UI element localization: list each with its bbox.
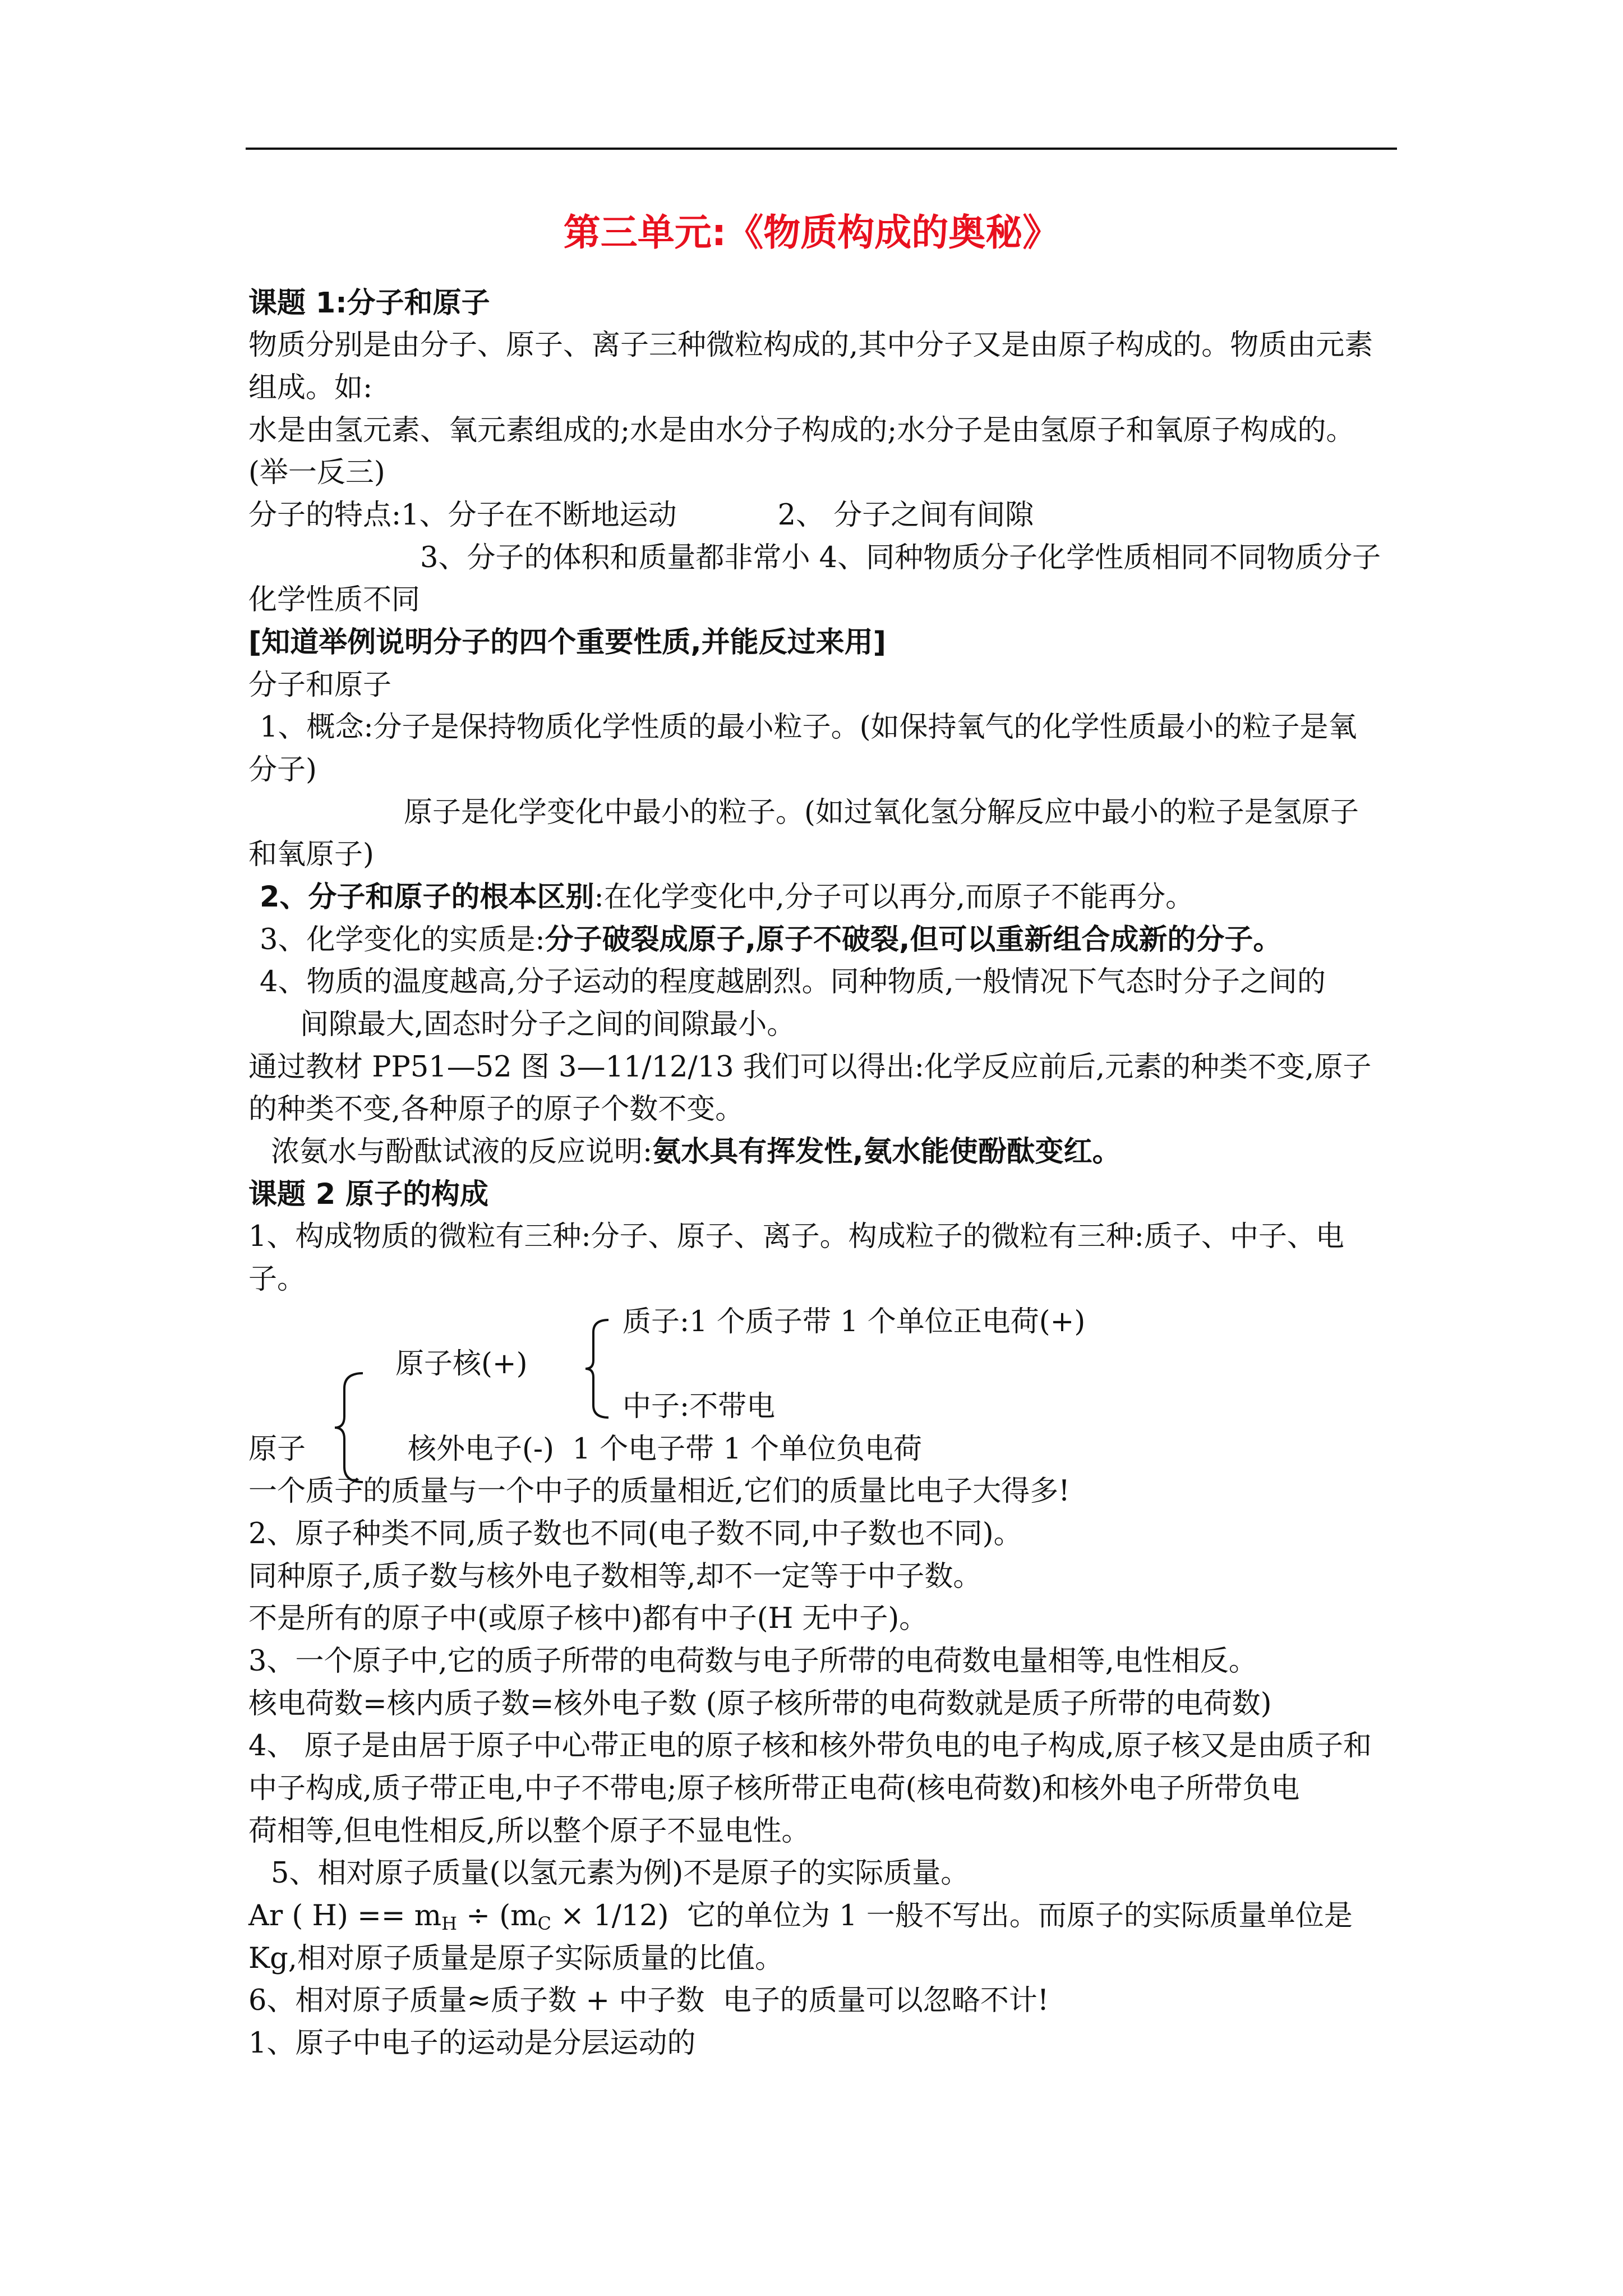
- page-title: 第三单元:《物质构成的奥秘》: [563, 211, 1060, 254]
- paragraph-line: 1、构成物质的微粒有三种:分子、原子、离子。构成粒子的微粒有三种:质子、中子、电: [248, 1220, 1344, 1253]
- header-rule: [246, 148, 1397, 150]
- paragraph-line: 子。: [248, 1263, 306, 1296]
- formula-part-3: × 1/12) 它的单位为 1 一般不写出。而原子的实际质量单位是: [551, 1899, 1353, 1932]
- paragraph-line: 2、原子种类不同,质子数也不同(电子数不同,中子数也不同)。: [248, 1517, 1022, 1550]
- formula-part-2: ÷ (m: [457, 1899, 538, 1932]
- nucleus-label: 原子核(+): [395, 1347, 528, 1381]
- neutron-label: 中子:不带电: [623, 1390, 776, 1423]
- paragraph-line: 不是所有的原子中(或原子核中)都有中子(H 无中子)。: [248, 1602, 928, 1635]
- paragraph-line: 荷相等,但电性相反,所以整个原子不显电性。: [248, 1815, 810, 1848]
- atom-brace: [332, 1372, 366, 1484]
- relative-mass-formula: [248, 1898, 1353, 1942]
- note-bold: [知道举例说明分子的四个重要性质,并能反过来用]: [248, 626, 886, 659]
- essence-bold: 分子破裂成原子,原子不破裂,但可以重新组合成新的分子。: [545, 923, 1282, 956]
- paragraph-line: 6、相对原子质量≈质子数 + 中子数 电子的质量可以忽略不计!: [248, 1984, 1049, 2017]
- subscript-c: C: [537, 1913, 551, 1934]
- ammonia-bold: 氨水具有挥发性,氨水能使酚酞变红。: [652, 1135, 1121, 1168]
- paragraph-line: 水是由氢元素、氧元素组成的;水是由水分子构成的;水分子是由氢原子和氧原子构成的。: [248, 414, 1355, 447]
- essence-text: 3、化学变化的实质是:: [260, 923, 545, 956]
- paragraph-line: Kg,相对原子质量是原子实际质量的比值。: [248, 1942, 783, 1975]
- paragraph-line: 通过教材 PP51—52 图 3—11/12/13 我们可以得出:化学反应前后,元素的种类不变,原子: [248, 1051, 1372, 1084]
- molecule-traits-line: [248, 497, 1034, 534]
- paragraph-line: 间隙最大,固态时分子之间的间隙最小。: [300, 1008, 796, 1041]
- paragraph-line: 组成。如:: [248, 371, 373, 404]
- paragraph-line: 1、原子中电子的运动是分层运动的: [248, 2027, 696, 2060]
- distinction-text: :在化学变化中,分子可以再分,而原子不能再分。: [594, 881, 1195, 914]
- paragraph-line: 一个质子的质量与一个中子的质量相近,它们的质量比电子大得多!: [248, 1475, 1070, 1508]
- ammonia-text: 浓氨水与酚酞试液的反应说明:: [271, 1135, 653, 1168]
- paragraph-line: 原子是化学变化中最小的粒子。(如过氧化氢分解反应中最小的粒子是氢原子: [404, 796, 1359, 829]
- paragraph-line: 化学性质不同: [248, 583, 421, 616]
- paragraph-line: 同种原子,质子数与核外电子数相等,却不一定等于中子数。: [248, 1560, 982, 1593]
- paragraph-line: 4、 原子是由居于原子中心带正电的原子核和核外带负电的电子构成,原子核又是由质子和: [248, 1729, 1372, 1763]
- paragraph-line: 分子和原子: [248, 669, 392, 702]
- paragraph-line: (举一反三): [248, 456, 385, 489]
- subscript-h: H: [441, 1913, 458, 1934]
- proton-label: 质子:1 个质子带 1 个单位正电荷(+): [623, 1305, 1086, 1338]
- paragraph-line: 的种类不变,各种原子的原子个数不变。: [248, 1093, 744, 1126]
- paragraph-line: 3、分子的体积和质量都非常小 4、同种物质分子化学性质相同不同物质分子: [420, 541, 1381, 574]
- nucleus-brace: [583, 1318, 611, 1419]
- electron-label: 核外电子(-) 1 个电子带 1 个单位负电荷: [408, 1433, 922, 1466]
- essence-line: [260, 922, 1281, 959]
- ammonia-line: [271, 1134, 1121, 1171]
- trait-1: 分子的特点:1、分子在不断地运动: [248, 499, 677, 532]
- distinction-line: [260, 879, 1194, 916]
- paragraph-line: 3、一个原子中,它的质子所带的电荷数与电子所带的电荷数电量相等,电性相反。: [248, 1645, 1257, 1678]
- paragraph-line: 4、物质的温度越高,分子运动的程度越剧烈。同种物质,一般情况下气态时分子之间的: [260, 965, 1326, 999]
- paragraph-line: 和氧原子): [248, 838, 374, 871]
- paragraph-line: 分子): [248, 753, 317, 786]
- atom-label: 原子: [248, 1433, 306, 1466]
- distinction-bold: 2、分子和原子的根本区别: [260, 881, 594, 914]
- paragraph-line: 中子构成,质子带正电,中子不带电;原子核所带正电荷(核电荷数)和核外电子所带负电: [248, 1772, 1300, 1805]
- section-heading-1: 课题 1:分子和原子: [248, 287, 490, 320]
- paragraph-line: 1、概念:分子是保持物质化学性质的最小粒子。(如保持氧气的化学性质最小的粒子是氧: [260, 711, 1357, 744]
- formula-part-1: Ar ( H) == m: [248, 1899, 442, 1932]
- section-heading-2: 课题 2 原子的构成: [248, 1178, 488, 1211]
- paragraph-line: 5、相对原子质量(以氢元素为例)不是原子的实际质量。: [271, 1857, 970, 1890]
- paragraph-line: 核电荷数=核内质子数=核外电子数 (原子核所带的电荷数就是质子所带的电荷数): [248, 1687, 1272, 1720]
- paragraph-line: 物质分别是由分子、原子、离子三种微粒构成的,其中分子又是由原子构成的。物质由元素: [248, 329, 1373, 362]
- trait-2: 2、 分子之间有间隙: [777, 499, 1034, 532]
